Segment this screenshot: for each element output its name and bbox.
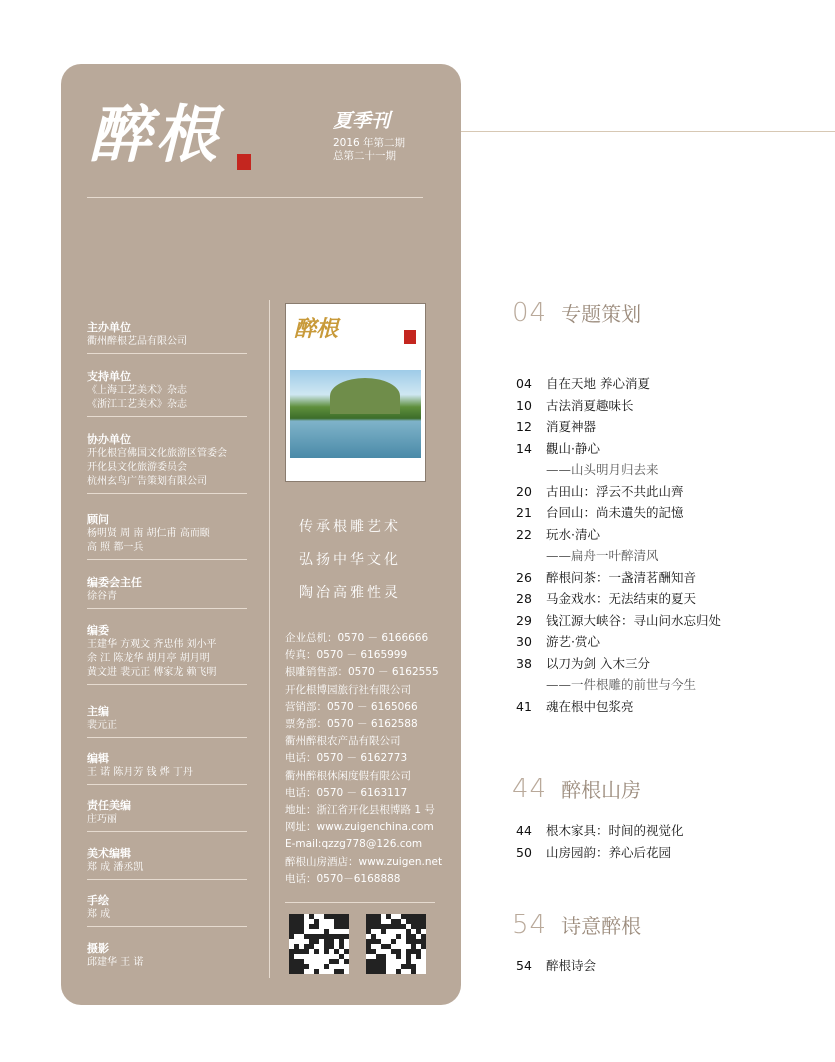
cover-thumbnail[interactable] bbox=[285, 303, 426, 482]
entry-page-number: 54 bbox=[516, 958, 532, 973]
staff-entry bbox=[87, 942, 247, 970]
staff-entry bbox=[87, 799, 247, 832]
staff-label: 美术编辑 bbox=[87, 847, 131, 860]
toc-list bbox=[516, 955, 596, 977]
toc-section-heading[interactable] bbox=[512, 774, 641, 804]
toc-entry[interactable] bbox=[516, 502, 721, 524]
contact-line: 衢州醉根休闲度假有限公司 bbox=[285, 769, 411, 782]
staff-label: 编委会主任 bbox=[87, 576, 142, 589]
entry-page-number: 14 bbox=[516, 440, 532, 456]
red-seal-icon bbox=[237, 154, 251, 170]
toc-section-heading[interactable] bbox=[512, 910, 641, 940]
entry-title: 自在天地 养心消夏 bbox=[546, 376, 650, 391]
staff-separator bbox=[87, 831, 247, 832]
entry-page-number: 44 bbox=[516, 823, 532, 838]
entry-page-number: 30 bbox=[516, 634, 532, 649]
motto-line-1: 传承根雕艺术 bbox=[299, 519, 401, 535]
staff-separator bbox=[87, 353, 247, 354]
entry-page-number: 04 bbox=[516, 376, 532, 391]
contact-line: 地址：浙江省开化县根博路 1 号 bbox=[285, 804, 435, 817]
contact-line: 电话：0570 － 6162773 bbox=[285, 752, 408, 765]
qr-code-icon bbox=[366, 914, 426, 974]
masthead-panel bbox=[61, 64, 461, 1005]
toc-entry[interactable] bbox=[516, 955, 596, 977]
toc-section-heading[interactable] bbox=[512, 298, 641, 328]
staff-value: 王建华 方观文 齐忠伟 刘小平 余 江 陈龙华 胡月亭 胡月明 黄文进 裴元正 傅家龙 赖飞明 bbox=[87, 639, 217, 678]
entry-title: ——一件根雕的前世与今生 bbox=[546, 677, 697, 692]
contact-line: 开化根博园旅行社有限公司 bbox=[285, 683, 411, 696]
entry-title: ——山头明月归去来 bbox=[546, 462, 659, 477]
staff-value: 开化根宫佛国文化旅游区管委会 开化县文化旅游委员会 杭州玄鸟广告策划有限公司 bbox=[87, 448, 227, 487]
section-title: 醉根山房 bbox=[561, 778, 642, 802]
staff-separator bbox=[87, 608, 247, 609]
entry-page-number: 22 bbox=[516, 526, 532, 542]
staff-value: 王 诺 陈月芳 钱 烨 丁丹 bbox=[87, 767, 193, 778]
contact-line: 电话：0570－6168888 bbox=[285, 872, 401, 885]
section-title: 诗意醉根 bbox=[561, 914, 642, 938]
entry-page-number: 28 bbox=[516, 591, 532, 606]
column-divider bbox=[269, 300, 270, 978]
toc-entry[interactable] bbox=[516, 820, 684, 842]
staff-separator bbox=[87, 559, 247, 560]
issue-season: 夏季刊 bbox=[333, 110, 391, 132]
contact-line: 醉根山房酒店：www.zuigen.net bbox=[285, 855, 443, 868]
entry-page-number: 50 bbox=[516, 844, 532, 860]
contact-line: 传真：0570 － 6165999 bbox=[285, 649, 408, 662]
staff-separator bbox=[87, 926, 247, 927]
entry-page-number: 41 bbox=[516, 698, 532, 714]
toc-entry[interactable] bbox=[516, 524, 721, 546]
staff-entry bbox=[87, 321, 247, 354]
section-title: 专题策划 bbox=[561, 302, 642, 326]
toc-entry[interactable] bbox=[516, 610, 721, 632]
cover-landscape-image bbox=[290, 370, 421, 458]
toc-entry[interactable] bbox=[516, 438, 721, 460]
entry-title: 醉根问茶：一盏清茗酬知音 bbox=[546, 569, 697, 585]
staff-value: 裴元正 bbox=[87, 720, 117, 731]
issue-info bbox=[333, 106, 405, 163]
section-page-number: 04 bbox=[512, 298, 548, 328]
staff-label: 顾问 bbox=[87, 513, 109, 526]
staff-entry bbox=[87, 752, 247, 785]
toc-subtitle bbox=[516, 459, 721, 481]
magazine-logo: 醉根 bbox=[89, 98, 222, 171]
contact-line: 电话：0570 － 6163117 bbox=[285, 786, 408, 799]
issue-total: 总第二十一期 bbox=[333, 150, 396, 162]
masthead-divider bbox=[87, 197, 423, 198]
staff-label: 协办单位 bbox=[87, 433, 131, 446]
entry-title: 台回山：尚未遺失的記憶 bbox=[546, 505, 684, 520]
staff-entry bbox=[87, 576, 247, 609]
entry-title: 醉根诗会 bbox=[546, 958, 597, 973]
cover-seal-icon bbox=[404, 330, 416, 344]
section-page-number: 44 bbox=[512, 774, 548, 804]
toc-list bbox=[516, 373, 721, 717]
toc-entry[interactable] bbox=[516, 696, 721, 718]
toc-entry[interactable] bbox=[516, 588, 721, 610]
staff-separator bbox=[87, 493, 247, 494]
staff-separator bbox=[87, 684, 247, 685]
entry-page-number: 12 bbox=[516, 419, 532, 434]
staff-entry bbox=[87, 624, 247, 685]
motto-line-2: 弘扬中华文化 bbox=[299, 552, 401, 568]
entry-title: 古法消夏趣味长 bbox=[546, 397, 634, 413]
cover-logo: 醉根 bbox=[294, 316, 339, 342]
toc-entry[interactable] bbox=[516, 631, 721, 653]
entry-title: 觀山·静心 bbox=[546, 440, 600, 456]
staff-label: 编辑 bbox=[87, 752, 109, 765]
staff-value: 庄巧丽 bbox=[87, 814, 117, 825]
staff-value: 邱建华 王 诺 bbox=[87, 957, 144, 968]
toc-entry[interactable] bbox=[516, 653, 721, 675]
section-page-number: 54 bbox=[512, 910, 548, 940]
entry-title: 根木家具：时间的视觉化 bbox=[546, 823, 684, 838]
entry-title: 游艺·赏心 bbox=[546, 634, 600, 649]
qr-code-icon bbox=[289, 914, 349, 974]
staff-label: 编委 bbox=[87, 624, 109, 637]
entry-title: 山房园韵：养心后花园 bbox=[546, 844, 672, 860]
qr-divider bbox=[285, 902, 435, 903]
contact-line: 网址：www.zuigenchina.com bbox=[285, 821, 434, 834]
entry-title: 玩水·清心 bbox=[546, 526, 600, 542]
entry-title: 魂在根中包浆亮 bbox=[546, 698, 634, 714]
contact-line: 衢州醉根农产品有限公司 bbox=[285, 735, 401, 748]
contact-line: E-mail:qzzg778@126.com bbox=[285, 838, 423, 851]
staff-entry bbox=[87, 370, 247, 417]
toc-entry[interactable] bbox=[516, 395, 721, 417]
staff-entry bbox=[87, 513, 247, 560]
entry-page-number: 29 bbox=[516, 612, 532, 628]
contact-line: 企业总机：0570 － 6166666 bbox=[285, 632, 429, 644]
staff-value: 徐谷青 bbox=[87, 591, 117, 602]
toc-list bbox=[516, 820, 684, 863]
staff-separator bbox=[87, 784, 247, 785]
entry-page-number: 20 bbox=[516, 483, 532, 499]
staff-label: 支持单位 bbox=[87, 370, 131, 383]
entry-page-number: 21 bbox=[516, 505, 532, 520]
entry-title: 马金戏水：无法结束的夏天 bbox=[546, 591, 697, 606]
contact-list bbox=[285, 630, 455, 888]
toc-entry[interactable] bbox=[516, 481, 721, 503]
contact-line: 营销部：0570 － 6165066 bbox=[285, 700, 418, 713]
staff-value: 杨明贤 周 南 胡仁甫 高而颐 高 照 都一兵 bbox=[87, 528, 210, 553]
toc-entry[interactable] bbox=[516, 567, 721, 589]
entry-page-number: 26 bbox=[516, 569, 532, 585]
entry-title: 钱江源大峡谷：寻山问水忘归处 bbox=[546, 612, 722, 628]
motto-line-3: 陶冶高雅性灵 bbox=[299, 585, 401, 601]
toc-subtitle bbox=[516, 674, 721, 696]
entry-title: ——扁舟一叶醉清风 bbox=[546, 548, 659, 563]
issue-year: 2016 年第二期 bbox=[333, 137, 406, 149]
toc-entry[interactable] bbox=[516, 373, 721, 395]
toc-entry[interactable] bbox=[516, 416, 721, 438]
staff-entry bbox=[87, 847, 247, 880]
staff-label: 主办单位 bbox=[87, 321, 131, 334]
entry-page-number: 10 bbox=[516, 397, 532, 413]
staff-separator bbox=[87, 879, 247, 880]
entry-title: 消夏神器 bbox=[546, 419, 597, 434]
staff-entry bbox=[87, 894, 247, 927]
contact-line: 根雕销售部：0570 － 6162555 bbox=[285, 666, 439, 679]
toc-subtitle bbox=[516, 545, 721, 567]
staff-label: 手绘 bbox=[87, 894, 109, 907]
entry-page-number: 38 bbox=[516, 655, 532, 671]
staff-separator bbox=[87, 416, 247, 417]
header-rule bbox=[461, 131, 835, 132]
entry-title: 古田山：浮云不共此山齊 bbox=[546, 483, 684, 499]
staff-value: 郑 成 潘丞凯 bbox=[87, 862, 144, 873]
toc-entry[interactable] bbox=[516, 842, 684, 864]
staff-value: 《上海工艺美术》杂志 《浙江工艺美术》杂志 bbox=[87, 385, 187, 410]
staff-entry bbox=[87, 705, 247, 738]
staff-label: 责任美编 bbox=[87, 799, 131, 812]
staff-value: 郑 成 bbox=[87, 909, 111, 920]
staff-entry bbox=[87, 433, 247, 494]
staff-label: 主编 bbox=[87, 705, 109, 718]
staff-separator bbox=[87, 737, 247, 738]
contact-line: 票务部：0570 － 6162588 bbox=[285, 718, 418, 731]
staff-label: 摄影 bbox=[87, 942, 109, 955]
entry-title: 以刀为剑 入木三分 bbox=[546, 655, 650, 671]
staff-value: 衢州醉根艺品有限公司 bbox=[87, 336, 187, 347]
